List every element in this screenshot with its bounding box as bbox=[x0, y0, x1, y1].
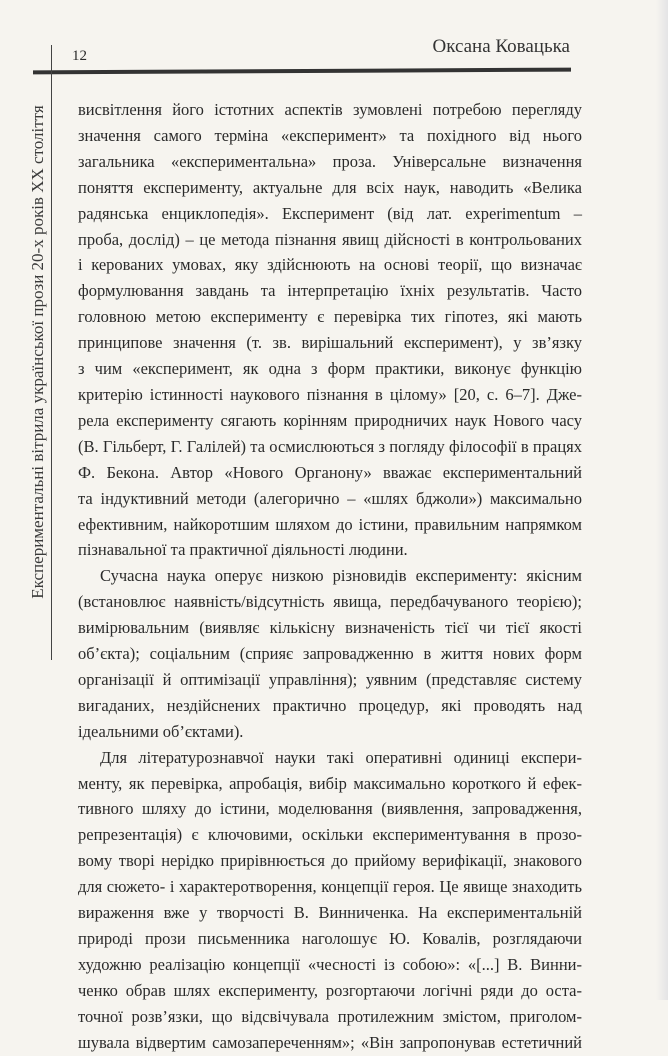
text-line: значення самого терміна «експеримент» та похідного від нього bbox=[78, 125, 582, 145]
text-line: головною метою експерименту є перевірка тих гіпотез, які мають bbox=[78, 307, 582, 327]
running-author: Оксана Ковацька bbox=[432, 36, 570, 57]
text-line: художню реалізацію концепції «чесності із собою»: «[...] В. Винни- bbox=[78, 954, 582, 974]
text-line: радянська енциклопедія». Експеримент (від лат. experimentum – bbox=[78, 203, 582, 223]
text-line: шувала відвертим самозапереченням»; «Він запропонував естетичний bbox=[78, 1032, 582, 1052]
running-title: Експериментальні вітрила української прози 20-х років XX століття bbox=[28, 105, 47, 599]
text-line: вому творі нерідко прирівнюється до прийому верифікації, знакового bbox=[78, 851, 582, 871]
text-line: загальника «експериментальна» проза. Універсальне визначення bbox=[78, 151, 582, 171]
text-line: поняття експерименту, актуальне для всіх наук, наводить «Велика bbox=[78, 177, 582, 197]
text-line: Сучасна наука оперує низкою різновидів експерименту: якісним bbox=[100, 566, 582, 586]
text-line: (В. Гільберт, Г. Галілей) та осмислюються з погляду філософії в працях bbox=[78, 436, 582, 456]
header-rule bbox=[33, 68, 571, 75]
text-line: тивного шляху до істини, моделювання (виявлення, запровадження, bbox=[78, 799, 582, 819]
text-line: проба, дослід) – це метода пізнання явищ дійсності в контрольованих bbox=[78, 229, 582, 249]
text-line: з чим «експеримент, як одна з форм практики, виконує функцію bbox=[78, 359, 582, 379]
text-line: ідеальними об’єктами). bbox=[78, 721, 244, 741]
text-line: та індуктивний методи (алегорично – «шлях бджоли») максимально bbox=[78, 488, 582, 508]
text-line: Ф. Бекона. Автор «Нового Органону» вважає експериментальний bbox=[78, 462, 582, 482]
text-line: формулювання завдань та інтерпретацію їхніх результатів. Часто bbox=[78, 281, 582, 301]
text-line: Для літературознавчої науки такі оперативні одиниці експери- bbox=[100, 747, 582, 767]
text-line: ефективним, найкоротшим шляхом до істини, правильним напрямком bbox=[78, 514, 582, 534]
paragraph bbox=[78, 745, 582, 1056]
text-line: вигаданих, нездійснених практично процедур, які проводять над bbox=[78, 695, 582, 715]
text-line: вираження вже у творчості В. Винниченка. На експериментальній bbox=[78, 903, 582, 923]
text-line: для сюжето- і характеротворення, концепції героя. Це явище знаходить bbox=[78, 877, 582, 897]
text-line: пізнавальної та практичної діяльності людини. bbox=[78, 540, 408, 560]
body-text bbox=[78, 97, 582, 1056]
text-line: ченко обрав шлях експерименту, розгортаючи логічні ряди до оста- bbox=[78, 980, 582, 1000]
text-line: репрезентація) є ключовими, оскільки експериментування в прозо- bbox=[78, 825, 582, 845]
text-line: критерію істинності наукового пізнання в цілому» [20, с. 6–7]. Дже- bbox=[78, 384, 582, 404]
text-line: принципове значення (т. зв. вирішальний експеримент), у зв’язку bbox=[78, 333, 582, 353]
side-rule bbox=[51, 45, 52, 660]
text-line: вимірювальним (виявляє кількісну визначеність тієї чи тієї якості bbox=[78, 618, 582, 638]
text-line: (встановлює наявність/відсутність явища, передбачуваного теорією); bbox=[78, 592, 582, 612]
text-line: точної розв’язки, що відсвічувала протилежним змістом, приголом- bbox=[78, 1006, 582, 1026]
text-line: висвітлення його істотних аспектів зумовлені потребою перегляду bbox=[78, 100, 582, 119]
page-edge-shadow bbox=[656, 0, 668, 1000]
paragraph bbox=[78, 97, 582, 563]
text-line: менту, як перевірка, апробація, вибір максимально короткого й ефек- bbox=[78, 773, 582, 793]
paragraph bbox=[78, 563, 582, 744]
text-line: організації й оптимізації управління); уявним (представляє систему bbox=[78, 669, 582, 689]
text-line: рела експерименту сягають корінням природничих наук Нового часу bbox=[78, 410, 582, 430]
text-line: об’єкта); соціальним (сприяє запровадженню в життя нових форм bbox=[78, 644, 582, 664]
text-line: і керованих умовах, яку здійснюють на основі теорії, що визначає bbox=[78, 255, 582, 275]
page-number: 12 bbox=[72, 48, 87, 64]
text-line: природі прози письменника наголошує Ю. Ковалів, розглядаючи bbox=[78, 929, 582, 948]
